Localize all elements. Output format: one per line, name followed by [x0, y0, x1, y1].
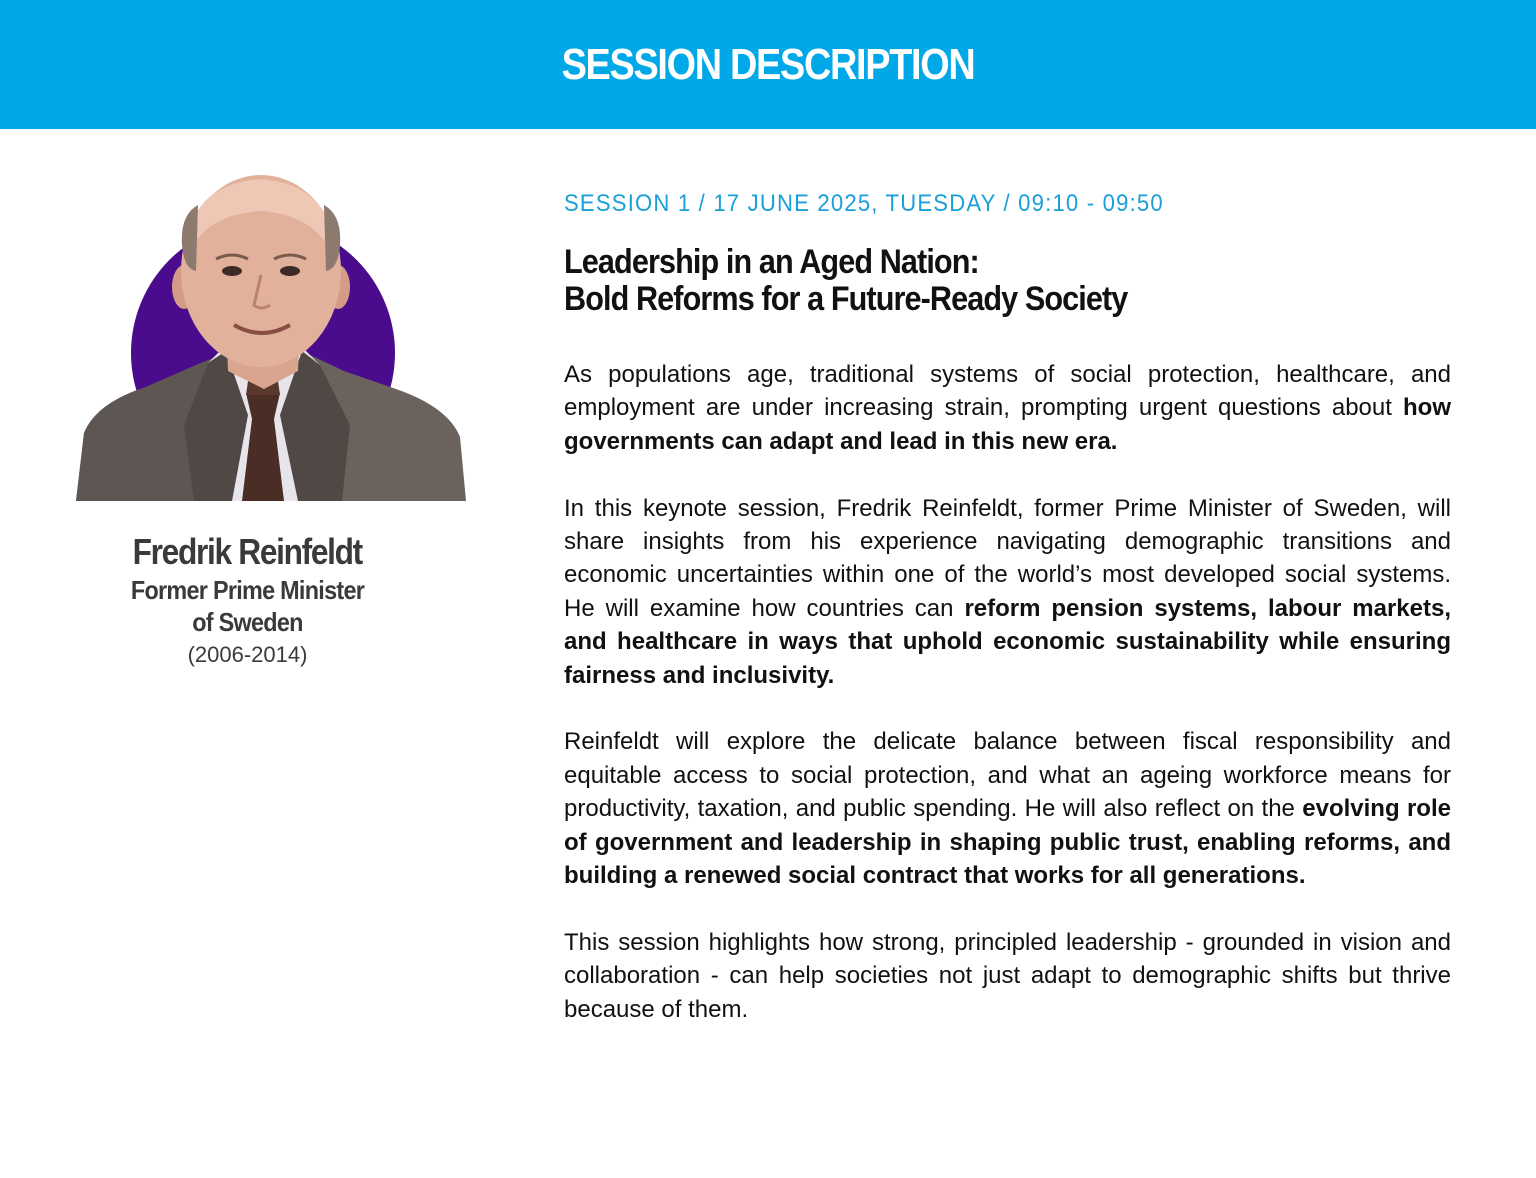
description-paragraph-4: [564, 926, 1451, 1026]
header-banner: [0, 0, 1536, 129]
speaker-info: [60, 530, 435, 670]
speaker-years: (2006-2014): [187, 642, 308, 667]
session-content: [564, 186, 1451, 1026]
session-title-line2: Bold Reforms for a Future-Ready Society: [564, 280, 1128, 318]
paragraph-3-text: Reinfeldt will explore the delicate balance between fiscal responsibility and equitable access to social protection, and what an ageing workforce means for productivity, taxation, and public spending. He will also reflect on the: [564, 728, 1451, 823]
speaker-role-line1: Former Prime Minister: [130, 575, 365, 605]
paragraph-3-bold: evolving role of government and leadership in shaping public trust, enabling reforms, and building a renewed social contract that works for all generations.: [564, 795, 1451, 890]
paragraph-4-text: This session highlights how strong, principled leadership - grounded in vision and collaboration - can help societies not just adapt to demographic shifts but thrive because of them.: [564, 928, 1451, 1023]
description-paragraph-1: [564, 358, 1451, 458]
session-title: [564, 244, 1362, 318]
session-meta: SESSION 1 / 17 JUNE 2025, TUESDAY / 09:10 - 09:50: [564, 190, 1164, 217]
portrait-illustration: [76, 175, 466, 501]
description-paragraph-3: [564, 725, 1451, 892]
speaker-role-line2: of Sweden: [192, 607, 303, 637]
paragraph-2-text: In this keynote session, Fredrik Reinfeldt, former Prime Minister of Sweden, will share insights from his experience navigating demographic transitions and economic uncertainties within one of the world’s most developed social systems. He will examine how countries can: [564, 494, 1451, 622]
paragraph-1-bold: how governments can adapt and lead in this new era.: [564, 394, 1451, 455]
paragraph-1-text: As populations age, traditional systems of social protection, healthcare, and employment are under increasing strain, prompting urgent questions about: [564, 361, 1451, 422]
speaker-name: Fredrik Reinfeldt: [132, 531, 363, 572]
session-title-line1: Leadership in an Aged Nation:: [564, 243, 979, 281]
page-title: SESSION DESCRIPTION: [561, 39, 975, 89]
speaker-portrait: [76, 175, 466, 501]
description-paragraph-2: [564, 492, 1451, 692]
paragraph-2-bold: reform pension systems, labour markets, and healthcare in ways that uphold economic sustainability while ensuring fairness and inclusivity.: [564, 594, 1451, 689]
